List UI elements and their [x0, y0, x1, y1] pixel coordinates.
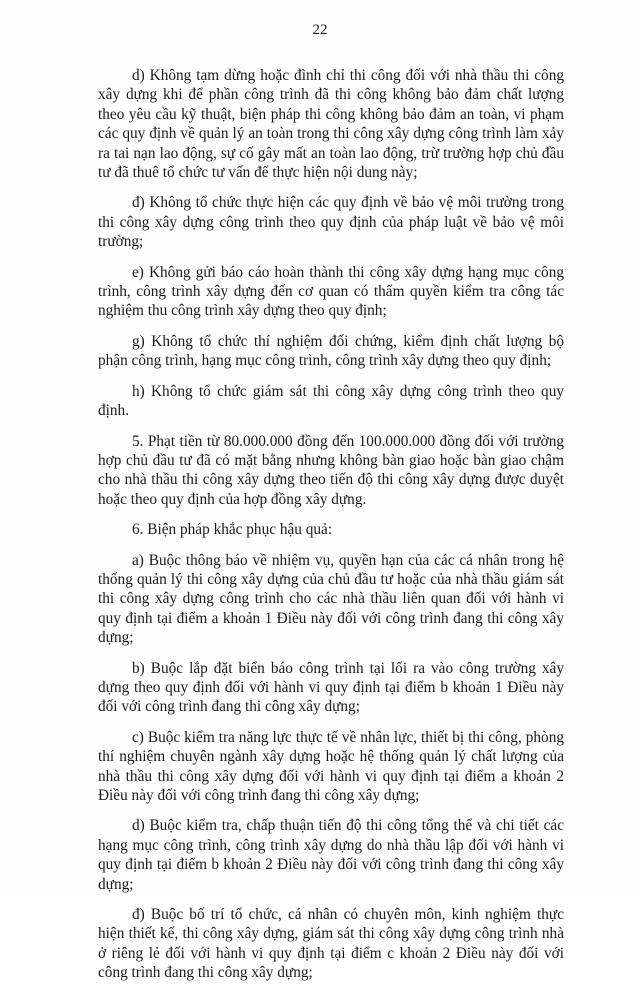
- paragraph-remedy-a: a) Buộc thông báo về nhiệm vụ, quyền hạn của các cá nhân trong hệ thống quản lý thi công xây dựng của chủ đầu tư hoặc của nhà thầu giám sát thi công xây dựng công trình cho các nhà thầu liên quan đối với hành vi quy định tại điểm a khoản 1 Điều này đối với công trình đang thi công xây dựng;: [98, 551, 564, 647]
- paragraph-item-g-testing: g) Không tổ chức thí nghiệm đối chứng, kiểm định chất lượng bộ phận công trình, hạng mục công trình, công trình xây dựng theo quy định;: [98, 332, 564, 370]
- page-number: 22: [312, 22, 328, 38]
- paragraph-item-h-supervision: h) Không tổ chức giám sát thi công xây dựng công trình theo quy định.: [98, 382, 564, 420]
- paragraph-remedy-b: b) Buộc lắp đặt biển báo công trình tại lối ra vào công trường xây dựng theo quy định đối với hành vi quy định tại điểm b khoản 1 Điều này đối với công trình đang thi công xây dựng;: [98, 659, 564, 716]
- paragraph-remedy-d: d) Buộc kiểm tra, chấp thuận tiến độ thi công tổng thể và chi tiết các hạng mục công trình, công trình xây dựng do nhà thầu lập đối với hành vi quy định tại điểm b khoản 2 Điều này đối với công trình đang thi công xây dựng;: [98, 817, 564, 893]
- paragraph-item-e-completion-report: e) Không gửi báo cáo hoàn thành thi công xây dựng hạng mục công trình, công trình xây dựng đến cơ quan có thẩm quyền kiểm tra công tác nghiệm thu công trình xây dựng theo quy định;: [98, 263, 564, 320]
- document-body: [98, 66, 564, 994]
- paragraph-item-d-no-suspension: d) Không tạm dừng hoặc đình chỉ thi công đối với nhà thầu thi công xây dựng khi để phần công trình đã thi công không bảo đảm chất lượng theo yêu cầu kỹ thuật, biện pháp thi công không bảo đảm an toàn, vi phạm các quy định về quản lý an toàn trong thi công xây dựng công trình làm xảy ra tai nạn lao động, sự cố gây mất an toàn lao động, trừ trường hợp chủ đầu tư đã thuê tổ chức tư vấn để thực hiện nội dung này;: [98, 67, 564, 182]
- paragraph-remedy-c: c) Buộc kiểm tra năng lực thực tế về nhân lực, thiết bị thi công, phòng thí nghiệm chuyên ngành xây dựng hoặc hệ thống quản lý chất lượng của nhà thầu thi công xây dựng đối với hành vi quy định tại điểm a khoản 2 Điều này đối với công trình đang thi công xây dựng;: [98, 728, 564, 804]
- paragraph-item-dd-environment: đ) Không tổ chức thực hiện các quy định về bảo vệ môi trường trong thi công xây dựng công trình theo quy định của pháp luật về bảo vệ môi trường;: [98, 194, 564, 251]
- paragraph-clause-6-heading: 6. Biện pháp khắc phục hậu quả:: [132, 521, 333, 539]
- paragraph-remedy-dd: đ) Buộc bố trí tổ chức, cá nhân có chuyên môn, kinh nghiệm thực hiện thiết kế, thi công xây dựng, giám sát thi công xây dựng công trình nhà ở riêng lẻ đối với hành vi quy định tại điểm c khoản 2 Điều này đối với công trình đang thi công xây dựng;: [98, 906, 564, 982]
- paragraph-clause-5-fine: 5. Phạt tiền từ 80.000.000 đồng đến 100.000.000 đồng đối với trường hợp chủ đầu tư đã có mặt bằng nhưng không bàn giao hoặc bàn giao chậm cho nhà thầu thi công xây dựng theo tiến độ thi công xây dựng được duyệt hoặc theo quy định của hợp đồng xây dựng.: [98, 432, 564, 508]
